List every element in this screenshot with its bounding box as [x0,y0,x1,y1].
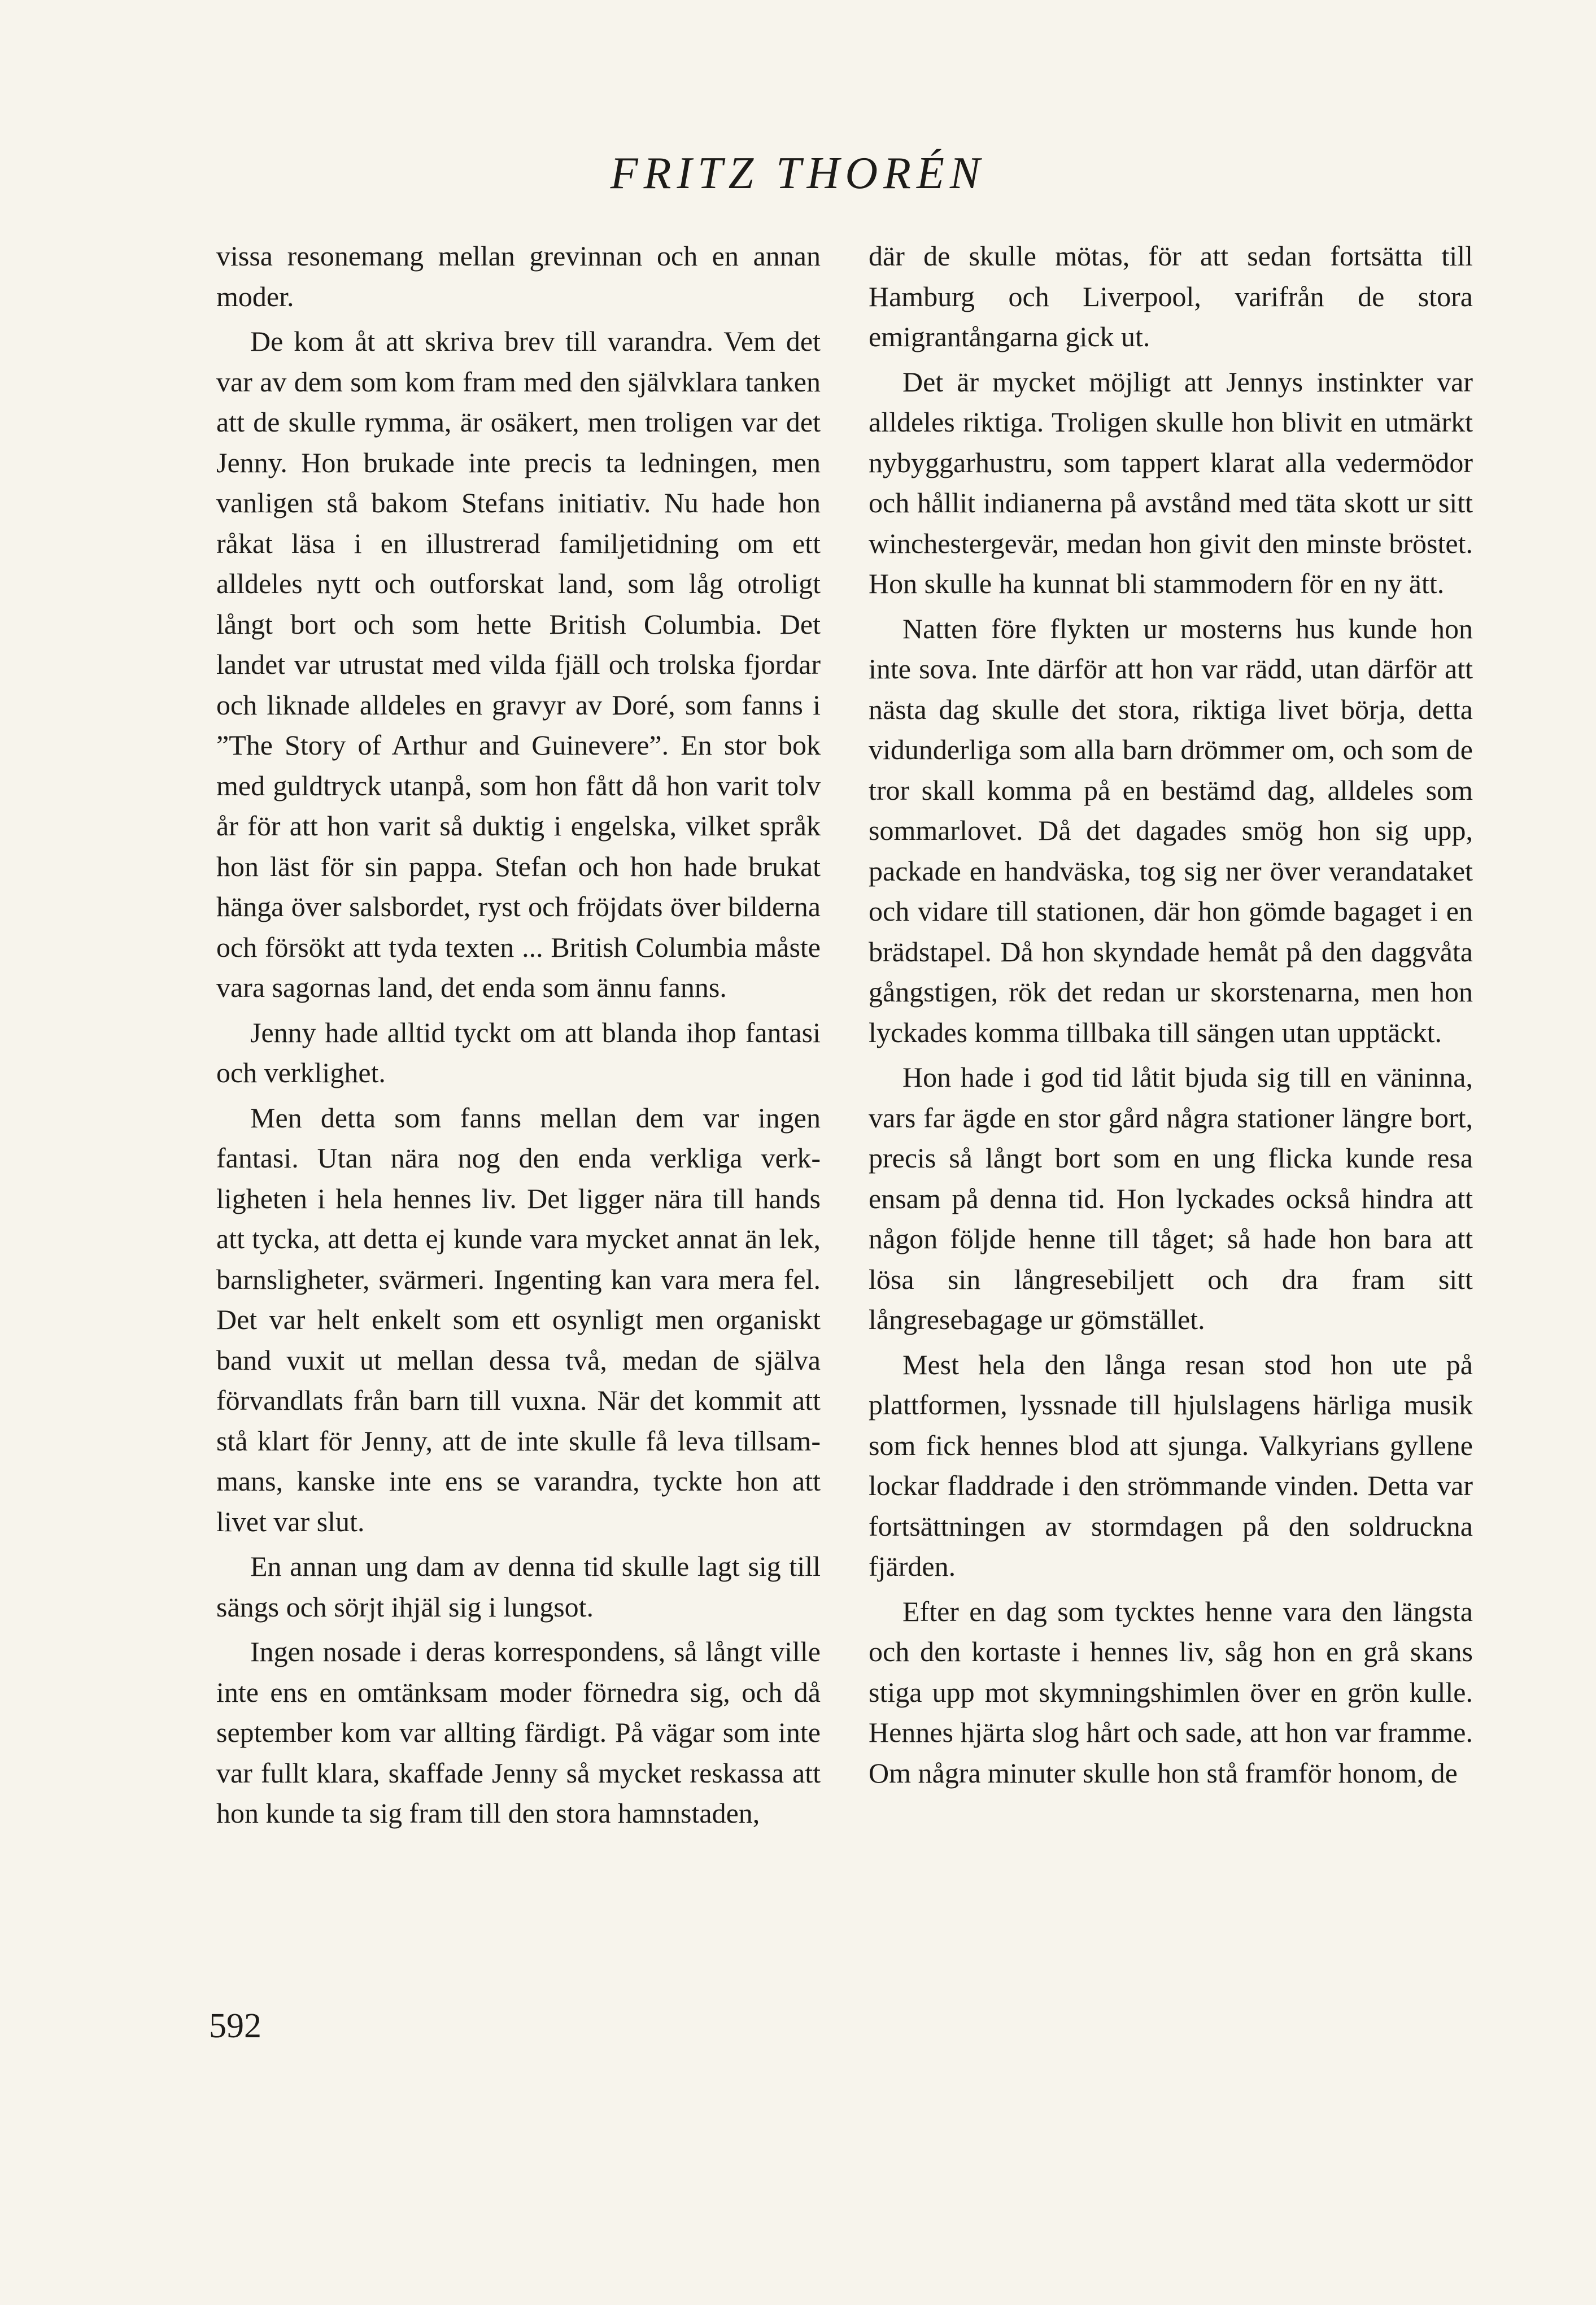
paragraph: Jenny hade alltid tyckt om att blanda ihop fantasi och verklighet. [216,1016,821,1088]
paragraph: Natten före flykten ur mosterns hus kunde hon inte sova. Inte därför att hon var rädd, utan därför att nästa dag skulle det stora, riktiga livet börja, detta vidunderliga som alla barn drömmer om, och som de tror skall komma på en bestämd dag, alldeles som sommarlovet. Då det dagades smög hon sig upp, packade en handväska, tog sig ner över verandataket och vidare till stationen, där hon gömde bagaget i en brädstapel. Då hon skyndade hemåt på den daggvåta gångstigen, rök det redan ur skorstenarna, men hon lyckades komma tillbaka till sängen utan upptäckt. [869,612,1473,1048]
right-column [869,236,1473,1798]
page-number: 592 [209,2007,261,2045]
running-header: FRITZ THORÉN [610,149,986,198]
paragraph: Mest hela den långa resan stod hon ute på plattformen, lyssnade till hjulslagens härliga musik som fick hennes blod att sjunga. Valkyrians gyllene lockar fladdrade i den strömmande vinden. Detta var fortsättningen av stormdagen på den soldruckna fjärden. [869,1348,1473,1582]
paragraph: vissa resonemang mellan grevinnan och en annan moder. [216,240,821,312]
paragraph: En annan ung dam av denna tid skulle lagt sig till sängs och sörjt ihjäl sig i lungsot. [216,1550,821,1623]
paragraph: Det är mycket möjligt att Jennys instinkter var alldeles riktiga. Troligen skulle hon blivit en utmärkt nybyggarhustru, som tappert klarat alla vedermödor och hållit indianerna på avstånd med täta skott ur sitt winchestergevär, medan hon givit den minste bröstet. Hon skulle ha kunnat bli stammodern för en ny ätt. [869,365,1473,599]
paragraph: Efter en dag som tycktes henne vara den längsta och den kortaste i hennes liv, såg hon en grå skans stiga upp mot skymningshimlen över en grön kulle. Hennes hjärta slog hårt och sade, att hon var framme. Om några minuter skulle hon stå framför honom, de [869,1595,1473,1789]
paragraph: Hon hade i god tid låtit bjuda sig till en väninna, vars far ägde en stor gård några stationer längre bort, precis så långt bort som en ung flicka kunde resa ensam på denna tid. Hon lyckades också hindra att någon följde henne till tåget; så hade hon bara att lösa sin långresebiljett och dra fram sitt långresebagage ur gömstället. [869,1061,1473,1335]
paragraph: Men detta som fanns mellan dem var ingen fantasi. Utan nära nog den enda verkliga verkligheten i hela hennes liv. Det ligger nära till hands att tycka, att detta ej kunde vara mycket annat än lek, barnsligheter, svärmeri. Ingenting kan vara mera fel. Det var helt enkelt som ett osynligt men organiskt band vuxit ut mellan dessa två, medan de själva förvandlats från barn till vuxna. När det kommit att stå klart för Jenny, att de inte skulle få leva tillsammans, kanske inte ens se varandra, tyckte hon att livet var slut. [216,1101,821,1537]
paragraph: där de skulle mötas, för att sedan fortsätta till Hamburg och Liverpool, varifrån de stora emigrantångarna gick ut. [869,240,1473,352]
paragraph: De kom åt att skriva brev till varandra. Vem det var av dem som kom fram med den självklara tanken att de skulle rymma, är osäkert, men troligen var det Jenny. Hon brukade inte precis ta ledningen, men vanligen stå bakom Stefans initiativ. Nu hade hon råkat läsa i en illustrerad familjetidning om ett alldeles nytt och outforskat land, som låg otroligt långt bort och som hette British Columbia. Det landet var utrustat med vilda fjäll och trolska fjordar och liknade alldeles en gravyr av Doré, som fanns i ”The Story of Arthur and Guinevere”. En stor bok med guldtryck utanpå, som hon fått då hon varit tolv år för att hon varit så duktig i engelska, vilket språk hon läst för sin pappa. Stefan och hon hade brukat hänga över salsbordet, ryst och fröjdats över bilderna och försökt att tyda texten ... British Columbia måste vara sagornas land, det enda som ännu fanns. [216,325,821,1003]
left-column [216,236,821,1838]
paragraph: Ingen nosade i deras korrespondens, så långt ville inte ens en omtänksam moder förnedra sig, och då september kom var allting färdigt. På vägar som inte var fullt klara, skaffade Jenny så mycket reskassa att hon kunde ta sig fram till den stora hamnstaden, [216,1636,821,1829]
